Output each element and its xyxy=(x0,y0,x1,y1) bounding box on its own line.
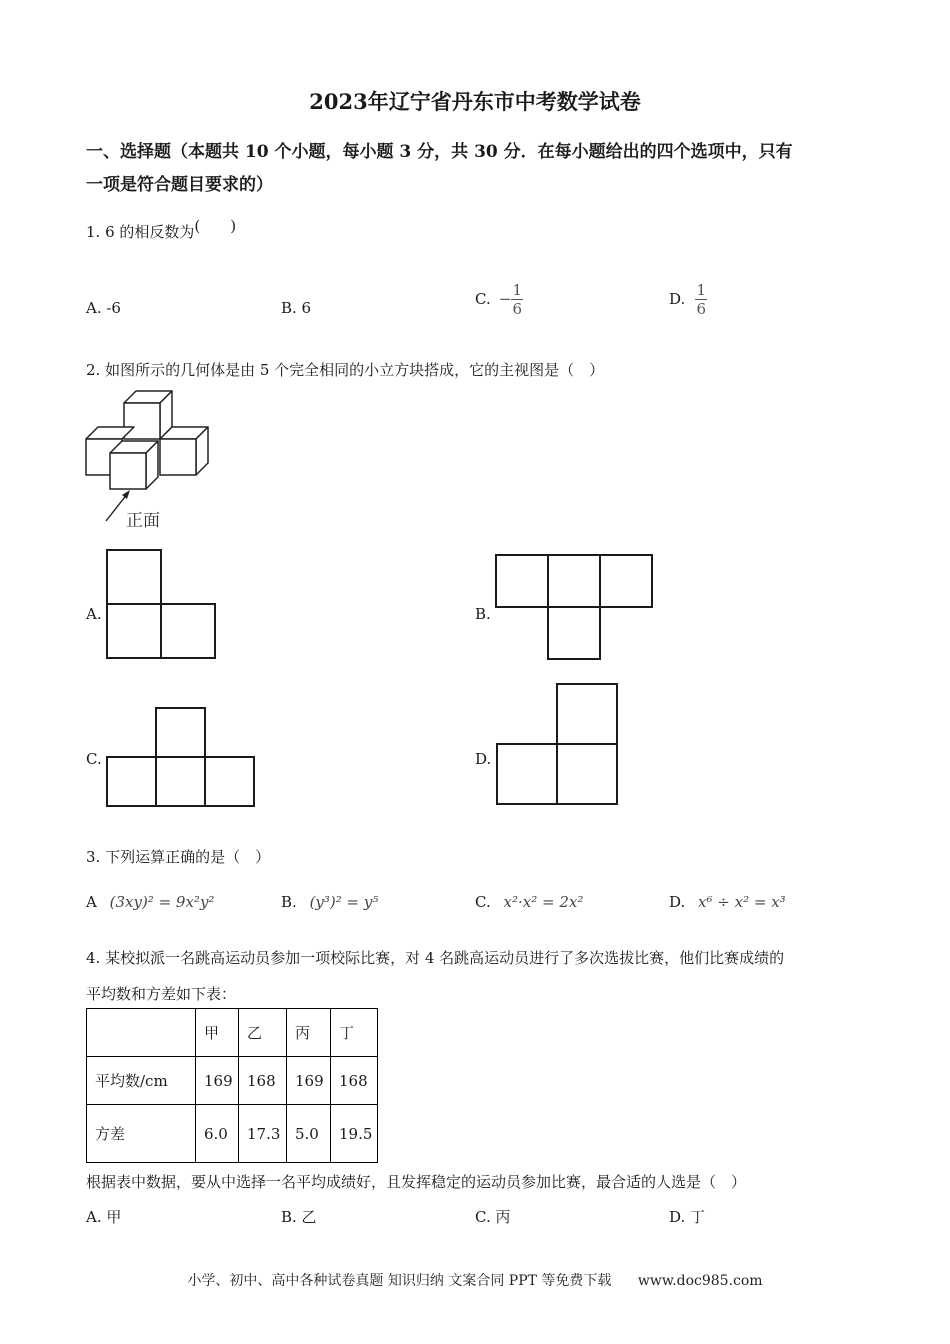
table-cell: 方差 xyxy=(87,1105,196,1163)
q3-option-d: D. x⁶ ÷ x² = x³ xyxy=(669,893,786,911)
table-cell: 168 xyxy=(331,1057,378,1105)
q4-option-b: B. 乙 xyxy=(281,1208,317,1226)
q2-option-d-label: D. xyxy=(475,750,492,768)
question-4-stem-line1: 4. 某校拟派一名跳高运动员参加一项校际比赛，对 4 名跳高运动员进行了多次选拔比赛，他们比赛成绩的 xyxy=(86,949,785,967)
q2-option-b-figure xyxy=(493,552,655,662)
fraction: $\frac{1}{6}$ xyxy=(512,280,523,318)
footer-text: 小学、初中、高中各种试卷真题 知识归纳 文案合同 PPT 等免费下载 xyxy=(187,1273,612,1289)
question-4-stem xyxy=(86,940,784,1012)
section-heading-line2: 一项是符合题目要求的） xyxy=(86,175,273,195)
q1-option-c-label: C. xyxy=(475,290,491,308)
q2-option-a-label: A. xyxy=(86,605,102,623)
table-row xyxy=(87,1057,378,1105)
q1-option-b: B. 6 xyxy=(281,299,312,317)
question-3-stem: 3. 下列运算正确的是（ ） xyxy=(86,848,271,866)
question-1-stem: 1. 6 的相反数为( ) xyxy=(86,217,237,241)
table-row xyxy=(87,1105,378,1163)
q3-option-d-expr: x⁶ ÷ x² = x³ xyxy=(698,893,786,911)
table-header-row xyxy=(87,1009,378,1057)
table-header-cell xyxy=(87,1009,196,1057)
table-cell: 17.3 xyxy=(239,1105,287,1163)
q3-option-a: A (3xy)² = 9x²y² xyxy=(86,893,215,911)
q3-option-c: C. x²·x² = 2x² xyxy=(475,893,584,911)
page-footer xyxy=(0,1270,950,1290)
footer-link[interactable]: www.doc985.com xyxy=(637,1273,763,1289)
q2-option-c-label: C. xyxy=(86,750,102,768)
q3-option-b: B. (y³)² = y⁵ xyxy=(281,893,379,911)
q4-option-d: D. 丁 xyxy=(669,1208,706,1226)
table-cell: 169 xyxy=(196,1057,239,1105)
table-cell: 5.0 xyxy=(287,1105,331,1163)
arrow-head-icon xyxy=(122,490,130,499)
minus-sign: − xyxy=(498,290,512,308)
question-2-stem: 2. 如图所示的几何体是由 5 个完全相同的小立方块搭成，它的主视图是（ ） xyxy=(86,361,605,379)
q1-option-a: A. -6 xyxy=(86,299,121,317)
q2-option-c-figure xyxy=(104,705,259,809)
table-header-cell: 乙 xyxy=(239,1009,287,1057)
table-cell: 19.5 xyxy=(331,1105,378,1163)
question-4-question: 根据表中数据，要从中选择一名平均成绩好，且发挥稳定的运动员参加比赛，最合适的人选是（ ） xyxy=(86,1173,747,1191)
q3-option-b-expr: (y³)² = y⁵ xyxy=(309,893,379,911)
arrow-line xyxy=(106,493,128,521)
table-header-cell: 丙 xyxy=(287,1009,331,1057)
q2-option-b-label: B. xyxy=(475,605,491,623)
q2-option-a-figure xyxy=(104,547,220,661)
table-cell: 169 xyxy=(287,1057,331,1105)
section-heading-line1: 一、选择题（本题共 10 个小题，每小题 3 分，共 30 分．在每小题给出的四个选项中，只有 xyxy=(86,142,793,162)
score-table xyxy=(86,1008,378,1163)
section-heading xyxy=(86,136,866,202)
table-cell: 168 xyxy=(239,1057,287,1105)
q1-option-c xyxy=(475,275,523,323)
table-cell: 平均数/cm xyxy=(87,1057,196,1105)
page-title: 2023年辽宁省丹东市中考数学试卷 xyxy=(309,89,641,114)
front-view-label: 正面 xyxy=(126,511,160,531)
answer-paren: ( ) xyxy=(194,217,237,235)
q3-option-c-expr: x²·x² = 2x² xyxy=(503,893,584,911)
table-header-cell: 甲 xyxy=(196,1009,239,1057)
table-cell: 6.0 xyxy=(196,1105,239,1163)
q2-option-d-figure xyxy=(494,681,622,809)
q4-option-c: C. 丙 xyxy=(475,1208,511,1226)
question-4-stem-line2: 平均数和方差如下表： xyxy=(86,985,237,1003)
table-header-cell: 丁 xyxy=(331,1009,378,1057)
q1-option-d xyxy=(669,275,707,323)
q4-option-a: A. 甲 xyxy=(86,1208,122,1226)
q1-option-d-label: D. xyxy=(669,290,686,308)
q3-option-a-expr: (3xy)² = 9x²y² xyxy=(109,893,215,911)
fraction: $\frac{1}{6}$ xyxy=(696,280,707,318)
